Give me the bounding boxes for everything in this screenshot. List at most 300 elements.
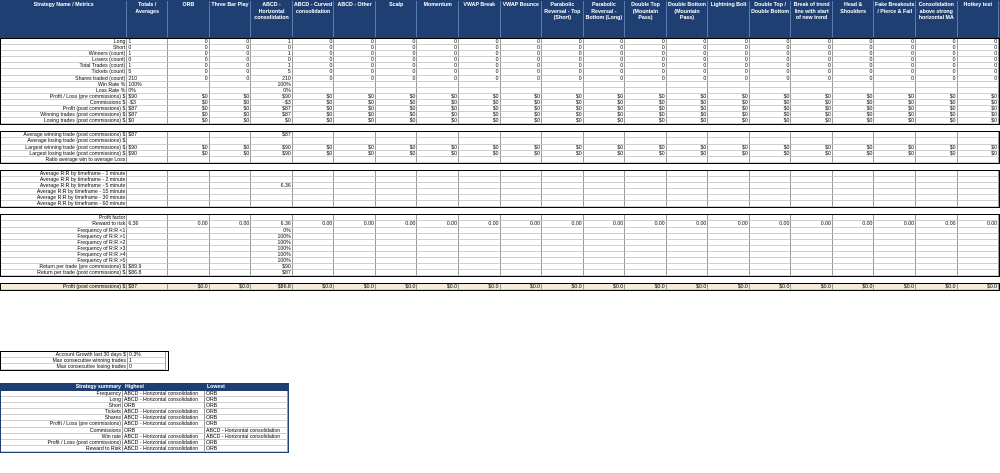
summary-highest-cell[interactable]: ABCD - Horizontal consolidation: [123, 440, 205, 446]
value-cell[interactable]: $86.8: [251, 284, 293, 290]
value-cell[interactable]: 0: [625, 45, 667, 51]
summary-highest-cell[interactable]: ABCD - Horizontal consolidation: [123, 421, 205, 427]
value-cell[interactable]: $0: [293, 118, 335, 124]
summary-metric-cell[interactable]: Long: [1, 397, 123, 403]
value-cell[interactable]: $0: [791, 100, 833, 106]
value-cell[interactable]: $0: [874, 151, 916, 157]
value-cell[interactable]: [708, 201, 750, 207]
value-cell[interactable]: 0: [334, 57, 376, 63]
value-cell[interactable]: 0: [168, 51, 210, 57]
row-label[interactable]: Winning trades (post commissions) $: [1, 112, 127, 118]
value-cell[interactable]: $0: [542, 100, 584, 106]
value-cell[interactable]: 0.00: [874, 221, 916, 227]
value-cell[interactable]: $0: [210, 100, 252, 106]
value-cell[interactable]: $0: [210, 112, 252, 118]
total-cell[interactable]: $90: [127, 145, 168, 151]
total-cell[interactable]: 0%: [127, 88, 168, 94]
value-cell[interactable]: $0: [916, 145, 958, 151]
value-cell[interactable]: $0: [667, 100, 709, 106]
value-cell[interactable]: $0: [708, 106, 750, 112]
value-cell[interactable]: 0: [376, 76, 418, 82]
row-label[interactable]: Return per trade (post commissions) $: [1, 270, 127, 276]
value-cell[interactable]: [376, 157, 418, 163]
value-cell[interactable]: $0: [584, 145, 626, 151]
value-cell[interactable]: 0: [667, 69, 709, 75]
value-cell[interactable]: $0: [542, 151, 584, 157]
summary-metric-cell[interactable]: Shares: [1, 415, 123, 421]
value-cell[interactable]: 5: [251, 69, 293, 75]
summary-highest-cell[interactable]: ABCD - Horizontal consolidation: [123, 434, 205, 440]
value-cell[interactable]: 0: [750, 39, 792, 45]
value-cell[interactable]: $87: [251, 132, 293, 138]
value-cell[interactable]: $90: [251, 264, 293, 270]
value-cell[interactable]: $0: [542, 94, 584, 100]
total-cell[interactable]: 210: [127, 76, 168, 82]
value-cell[interactable]: 0: [542, 69, 584, 75]
value-cell[interactable]: 0: [833, 45, 875, 51]
value-cell[interactable]: 0: [584, 57, 626, 63]
value-cell[interactable]: [584, 201, 626, 207]
value-cell[interactable]: $0: [417, 151, 459, 157]
value-cell[interactable]: $0: [584, 106, 626, 112]
row-label[interactable]: Largest losing trade (post commissions) $: [1, 151, 127, 157]
value-cell[interactable]: 0.00: [417, 221, 459, 227]
value-cell[interactable]: 0: [210, 57, 252, 63]
value-cell[interactable]: $0: [293, 145, 335, 151]
value-cell[interactable]: 0: [584, 45, 626, 51]
value-cell[interactable]: $0: [833, 145, 875, 151]
value-cell[interactable]: $0: [334, 100, 376, 106]
value-cell[interactable]: [791, 270, 833, 276]
row-label[interactable]: Commissions $: [1, 100, 127, 106]
value-cell[interactable]: [459, 157, 501, 163]
value-cell[interactable]: 0: [168, 39, 210, 45]
value-cell[interactable]: $0: [667, 112, 709, 118]
value-cell[interactable]: 100%: [251, 234, 293, 240]
value-cell[interactable]: $0: [958, 94, 1000, 100]
value-cell[interactable]: 0: [750, 57, 792, 63]
value-cell[interactable]: 0: [376, 45, 418, 51]
value-cell[interactable]: 0: [501, 39, 543, 45]
summary-highest-cell[interactable]: ABCD - Horizontal consolidation: [123, 446, 205, 452]
value-cell[interactable]: -$3: [251, 100, 293, 106]
value-cell[interactable]: 0: [293, 39, 335, 45]
value-cell[interactable]: 0: [542, 57, 584, 63]
value-cell[interactable]: $0: [376, 94, 418, 100]
value-cell[interactable]: $0: [750, 118, 792, 124]
value-cell[interactable]: $0: [417, 145, 459, 151]
value-cell[interactable]: 0: [334, 63, 376, 69]
value-cell[interactable]: 0: [584, 39, 626, 45]
value-cell[interactable]: 0: [708, 57, 750, 63]
value-cell[interactable]: [625, 270, 667, 276]
value-cell[interactable]: $0: [791, 151, 833, 157]
value-cell[interactable]: 0: [293, 45, 335, 51]
value-cell[interactable]: $0.0: [210, 284, 252, 290]
value-cell[interactable]: 0: [667, 57, 709, 63]
value-cell[interactable]: 0: [334, 39, 376, 45]
value-cell[interactable]: [417, 201, 459, 207]
value-cell[interactable]: 0: [501, 63, 543, 69]
value-cell[interactable]: $0: [625, 94, 667, 100]
value-cell[interactable]: [334, 157, 376, 163]
row-label[interactable]: Return per trade (pre commissions) $: [1, 264, 127, 270]
row-label[interactable]: Winners (count): [1, 51, 127, 57]
value-cell[interactable]: 0.00: [791, 221, 833, 227]
value-cell[interactable]: 0: [667, 51, 709, 57]
value-cell[interactable]: 0.00: [833, 221, 875, 227]
value-cell[interactable]: $0: [625, 145, 667, 151]
column-header-1[interactable]: Totals / Averages: [127, 1, 168, 37]
value-cell[interactable]: $0.0: [334, 284, 376, 290]
row-label[interactable]: Profit (post commissions) $: [1, 284, 127, 290]
row-label[interactable]: Loss Rate %: [1, 88, 127, 94]
value-cell[interactable]: 0: [168, 45, 210, 51]
value-cell[interactable]: $0: [708, 94, 750, 100]
value-cell[interactable]: 0: [791, 76, 833, 82]
value-cell[interactable]: 0: [542, 45, 584, 51]
value-cell[interactable]: $0: [708, 145, 750, 151]
value-cell[interactable]: 0.00: [501, 221, 543, 227]
value-cell[interactable]: $0: [708, 151, 750, 157]
value-cell[interactable]: 0: [293, 69, 335, 75]
value-cell[interactable]: 0.00: [210, 221, 252, 227]
value-cell[interactable]: $0: [168, 118, 210, 124]
value-cell[interactable]: 0: [168, 63, 210, 69]
value-cell[interactable]: 0: [210, 51, 252, 57]
value-cell[interactable]: [874, 157, 916, 163]
row-label[interactable]: Average R:R by timeframe - 30 minute: [1, 195, 127, 201]
value-cell[interactable]: $0.0: [916, 284, 958, 290]
row-label[interactable]: Frequency of R:R >3: [1, 246, 127, 252]
summary-lowest-cell[interactable]: ORB: [205, 440, 288, 446]
value-cell[interactable]: 0: [168, 76, 210, 82]
value-cell[interactable]: [667, 201, 709, 207]
value-cell[interactable]: 0: [791, 69, 833, 75]
summary-metric-cell[interactable]: Short: [1, 403, 123, 409]
value-cell[interactable]: 0.00: [584, 221, 626, 227]
value-cell[interactable]: 0: [916, 45, 958, 51]
value-cell[interactable]: [958, 201, 1000, 207]
summary-metric-cell[interactable]: Frequency: [1, 391, 123, 397]
value-cell[interactable]: $0: [210, 145, 252, 151]
value-cell[interactable]: [958, 270, 1000, 276]
value-cell[interactable]: 0: [417, 39, 459, 45]
value-cell[interactable]: $0: [833, 112, 875, 118]
column-header-13[interactable]: Double Top (Mountain Pass): [625, 1, 667, 37]
value-cell[interactable]: 0%: [251, 228, 293, 234]
value-cell[interactable]: 0: [293, 51, 335, 57]
value-cell[interactable]: $0: [584, 118, 626, 124]
column-header-5[interactable]: ABCD - Curved consolidation: [293, 1, 335, 37]
value-cell[interactable]: 0.00: [168, 221, 210, 227]
value-cell[interactable]: $0: [210, 94, 252, 100]
value-cell[interactable]: $0: [625, 100, 667, 106]
summary-lowest-cell[interactable]: ORB: [205, 409, 288, 415]
total-cell[interactable]: $0: [127, 118, 168, 124]
value-cell[interactable]: 0: [168, 69, 210, 75]
value-cell[interactable]: 100%: [251, 258, 293, 264]
value-cell[interactable]: 0: [708, 51, 750, 57]
value-cell[interactable]: [251, 157, 293, 163]
value-cell[interactable]: $0: [667, 118, 709, 124]
value-cell[interactable]: $0: [833, 94, 875, 100]
value-cell[interactable]: [916, 201, 958, 207]
value-cell[interactable]: $0: [542, 145, 584, 151]
summary-lowest-cell[interactable]: ORB: [205, 446, 288, 452]
value-cell[interactable]: 0: [501, 76, 543, 82]
value-cell[interactable]: $0: [501, 112, 543, 118]
value-cell[interactable]: 0: [584, 69, 626, 75]
value-cell[interactable]: 0: [667, 45, 709, 51]
value-cell[interactable]: [833, 157, 875, 163]
row-label[interactable]: Frequency of R:R >5: [1, 258, 127, 264]
value-cell[interactable]: $0: [501, 151, 543, 157]
column-header-21[interactable]: Hotkey test: [958, 1, 1000, 37]
value-cell[interactable]: 0: [667, 63, 709, 69]
row-label[interactable]: Largest winning trade (post commissions) $: [1, 145, 127, 151]
column-header-17[interactable]: Break of trend line with start of new trend: [791, 1, 833, 37]
value-cell[interactable]: $87: [251, 270, 293, 276]
column-header-8[interactable]: Momentum: [417, 1, 459, 37]
value-cell[interactable]: $0: [417, 118, 459, 124]
value-cell[interactable]: [916, 270, 958, 276]
row-label[interactable]: Average R:R by timeframe - 60 minute: [1, 201, 127, 207]
value-cell[interactable]: [625, 201, 667, 207]
value-cell[interactable]: $0: [459, 145, 501, 151]
account-label[interactable]: Max consecutive winning trades: [1, 358, 128, 364]
value-cell[interactable]: 0: [293, 76, 335, 82]
row-label[interactable]: Frequency of R:R >4: [1, 252, 127, 258]
value-cell[interactable]: 0: [916, 63, 958, 69]
value-cell[interactable]: [459, 201, 501, 207]
row-label[interactable]: Average R:R by timeframe - 5 minute: [1, 183, 127, 189]
column-header-9[interactable]: VWAP Break: [459, 1, 501, 37]
value-cell[interactable]: 0.00: [750, 221, 792, 227]
summary-highest-cell[interactable]: ABCD - Horizontal consolidation: [123, 391, 205, 397]
value-cell[interactable]: $0: [958, 118, 1000, 124]
value-cell[interactable]: $0: [210, 151, 252, 157]
row-label[interactable]: Average R:R by timeframe - 15 minute: [1, 189, 127, 195]
value-cell[interactable]: 0: [958, 63, 1000, 69]
value-cell[interactable]: $0: [874, 106, 916, 112]
value-cell[interactable]: [833, 270, 875, 276]
value-cell[interactable]: [210, 270, 252, 276]
summary-lowest-cell[interactable]: ORB: [205, 421, 288, 427]
value-cell[interactable]: 0: [251, 45, 293, 51]
value-cell[interactable]: $0: [791, 106, 833, 112]
value-cell[interactable]: $0: [833, 100, 875, 106]
value-cell[interactable]: 0: [874, 39, 916, 45]
value-cell[interactable]: $0: [916, 100, 958, 106]
value-cell[interactable]: 0: [542, 51, 584, 57]
value-cell[interactable]: $0.0: [293, 284, 335, 290]
value-cell[interactable]: $0: [750, 106, 792, 112]
value-cell[interactable]: 0: [417, 57, 459, 63]
total-cell[interactable]: $90: [127, 151, 168, 157]
value-cell[interactable]: $0: [459, 112, 501, 118]
column-header-4[interactable]: ABCD - Horizontal consolidation: [251, 1, 293, 37]
summary-lowest-cell[interactable]: ABCD - Horizontal consolidation: [205, 434, 288, 440]
value-cell[interactable]: $0: [376, 100, 418, 106]
value-cell[interactable]: $0: [791, 94, 833, 100]
value-cell[interactable]: $0: [501, 145, 543, 151]
value-cell[interactable]: 0: [625, 69, 667, 75]
value-cell[interactable]: 1: [251, 63, 293, 69]
column-header-0[interactable]: Strategy Name / Metrics: [1, 1, 127, 37]
value-cell[interactable]: $90: [251, 94, 293, 100]
value-cell[interactable]: 0: [417, 69, 459, 75]
value-cell[interactable]: $0: [584, 94, 626, 100]
value-cell[interactable]: $0: [874, 145, 916, 151]
value-cell[interactable]: $0: [417, 100, 459, 106]
summary-lowest-cell[interactable]: ABCD - Horizontal consolidation: [205, 428, 288, 434]
value-cell[interactable]: [542, 157, 584, 163]
value-cell[interactable]: 0: [334, 51, 376, 57]
row-label[interactable]: Profit (post commissions) $: [1, 106, 127, 112]
summary-highest-cell[interactable]: ORB: [123, 428, 205, 434]
summary-metric-cell[interactable]: Profit / Loss (post commissions): [1, 440, 123, 446]
value-cell[interactable]: 0: [417, 45, 459, 51]
row-label[interactable]: Average R:R by timeframe - 1 minute: [1, 171, 127, 177]
value-cell[interactable]: 0: [625, 51, 667, 57]
value-cell[interactable]: 0: [833, 57, 875, 63]
row-label[interactable]: Shares traded (count): [1, 76, 127, 82]
value-cell[interactable]: $0: [958, 106, 1000, 112]
value-cell[interactable]: 0: [625, 63, 667, 69]
value-cell[interactable]: 0: [501, 69, 543, 75]
value-cell[interactable]: [542, 201, 584, 207]
value-cell[interactable]: 0: [750, 51, 792, 57]
row-label[interactable]: Tickets (count): [1, 69, 127, 75]
value-cell[interactable]: 0: [750, 76, 792, 82]
value-cell[interactable]: 0: [708, 39, 750, 45]
value-cell[interactable]: 0: [625, 39, 667, 45]
row-label[interactable]: Short: [1, 45, 127, 51]
value-cell[interactable]: $0: [791, 112, 833, 118]
value-cell[interactable]: 0: [210, 63, 252, 69]
total-cell[interactable]: $87: [127, 106, 168, 112]
row-label[interactable]: Frequency of R:R >1: [1, 234, 127, 240]
total-cell[interactable]: $87: [127, 132, 168, 138]
value-cell[interactable]: 0: [210, 69, 252, 75]
value-cell[interactable]: $87: [251, 106, 293, 112]
value-cell[interactable]: $0: [501, 94, 543, 100]
summary-highest-cell[interactable]: ABCD - Horizontal consolidation: [123, 409, 205, 415]
value-cell[interactable]: [708, 157, 750, 163]
row-label[interactable]: Average R:R by timeframe - 2 minute: [1, 177, 127, 183]
value-cell[interactable]: 0: [708, 76, 750, 82]
value-cell[interactable]: 0: [417, 63, 459, 69]
summary-metric-cell[interactable]: Win rate: [1, 434, 123, 440]
value-cell[interactable]: 0: [542, 39, 584, 45]
value-cell[interactable]: $0: [708, 100, 750, 106]
value-cell[interactable]: [501, 157, 543, 163]
value-cell[interactable]: [874, 201, 916, 207]
value-cell[interactable]: 0%: [251, 88, 293, 94]
value-cell[interactable]: [293, 157, 335, 163]
value-cell[interactable]: $0: [916, 106, 958, 112]
value-cell[interactable]: [293, 201, 335, 207]
value-cell[interactable]: 0: [459, 57, 501, 63]
value-cell[interactable]: 0: [584, 76, 626, 82]
value-cell[interactable]: 0: [667, 39, 709, 45]
value-cell[interactable]: [376, 201, 418, 207]
total-cell[interactable]: 0: [127, 45, 168, 51]
value-cell[interactable]: 0: [584, 51, 626, 57]
value-cell[interactable]: 0: [791, 57, 833, 63]
value-cell[interactable]: 0: [376, 51, 418, 57]
value-cell[interactable]: $0: [542, 112, 584, 118]
value-cell[interactable]: 0.00: [542, 221, 584, 227]
value-cell[interactable]: $0: [459, 106, 501, 112]
value-cell[interactable]: $0: [584, 100, 626, 106]
value-cell[interactable]: $0: [791, 118, 833, 124]
value-cell[interactable]: 0: [791, 63, 833, 69]
value-cell[interactable]: $0.0: [874, 284, 916, 290]
total-cell[interactable]: 1: [127, 39, 168, 45]
value-cell[interactable]: $0: [417, 94, 459, 100]
value-cell[interactable]: 0: [459, 76, 501, 82]
value-cell[interactable]: 0: [833, 63, 875, 69]
value-cell[interactable]: $0: [459, 151, 501, 157]
total-cell[interactable]: 5: [127, 69, 168, 75]
value-cell[interactable]: 0: [874, 57, 916, 63]
value-cell[interactable]: 210: [251, 76, 293, 82]
total-cell[interactable]: $86.8: [127, 270, 168, 276]
value-cell[interactable]: 1: [251, 39, 293, 45]
value-cell[interactable]: $0: [584, 112, 626, 118]
value-cell[interactable]: $0: [667, 145, 709, 151]
value-cell[interactable]: 0: [958, 51, 1000, 57]
value-cell[interactable]: 0: [958, 69, 1000, 75]
value-cell[interactable]: 0: [874, 76, 916, 82]
value-cell[interactable]: $0: [168, 145, 210, 151]
value-cell[interactable]: 0: [874, 51, 916, 57]
value-cell[interactable]: 0: [459, 69, 501, 75]
value-cell[interactable]: $0: [293, 106, 335, 112]
row-label[interactable]: Losers (count): [1, 57, 127, 63]
value-cell[interactable]: $0: [874, 112, 916, 118]
value-cell[interactable]: 0: [376, 69, 418, 75]
value-cell[interactable]: [584, 157, 626, 163]
value-cell[interactable]: 0: [958, 76, 1000, 82]
value-cell[interactable]: [501, 201, 543, 207]
row-label[interactable]: Reward to risk: [1, 221, 127, 227]
value-cell[interactable]: 0: [417, 76, 459, 82]
summary-metric-cell[interactable]: Tickets: [1, 409, 123, 415]
row-label[interactable]: Profit factor: [1, 215, 127, 221]
value-cell[interactable]: $0: [542, 106, 584, 112]
value-cell[interactable]: $0.0: [625, 284, 667, 290]
value-cell[interactable]: 0: [459, 45, 501, 51]
value-cell[interactable]: $0: [584, 151, 626, 157]
row-label[interactable]: Total Trades (count): [1, 63, 127, 69]
summary-highest-cell[interactable]: ABCD - Horizontal consolidation: [123, 415, 205, 421]
total-cell[interactable]: 6.36: [127, 221, 168, 227]
value-cell[interactable]: $0.0: [708, 284, 750, 290]
value-cell[interactable]: $0: [376, 106, 418, 112]
value-cell[interactable]: 0: [791, 51, 833, 57]
value-cell[interactable]: [293, 270, 335, 276]
column-header-10[interactable]: VWAP Bounce: [501, 1, 543, 37]
value-cell[interactable]: $0: [750, 151, 792, 157]
value-cell[interactable]: [251, 201, 293, 207]
total-cell[interactable]: -$3: [127, 100, 168, 106]
value-cell[interactable]: $0.0: [750, 284, 792, 290]
value-cell[interactable]: [334, 201, 376, 207]
summary-lowest-cell[interactable]: ORB: [205, 397, 288, 403]
